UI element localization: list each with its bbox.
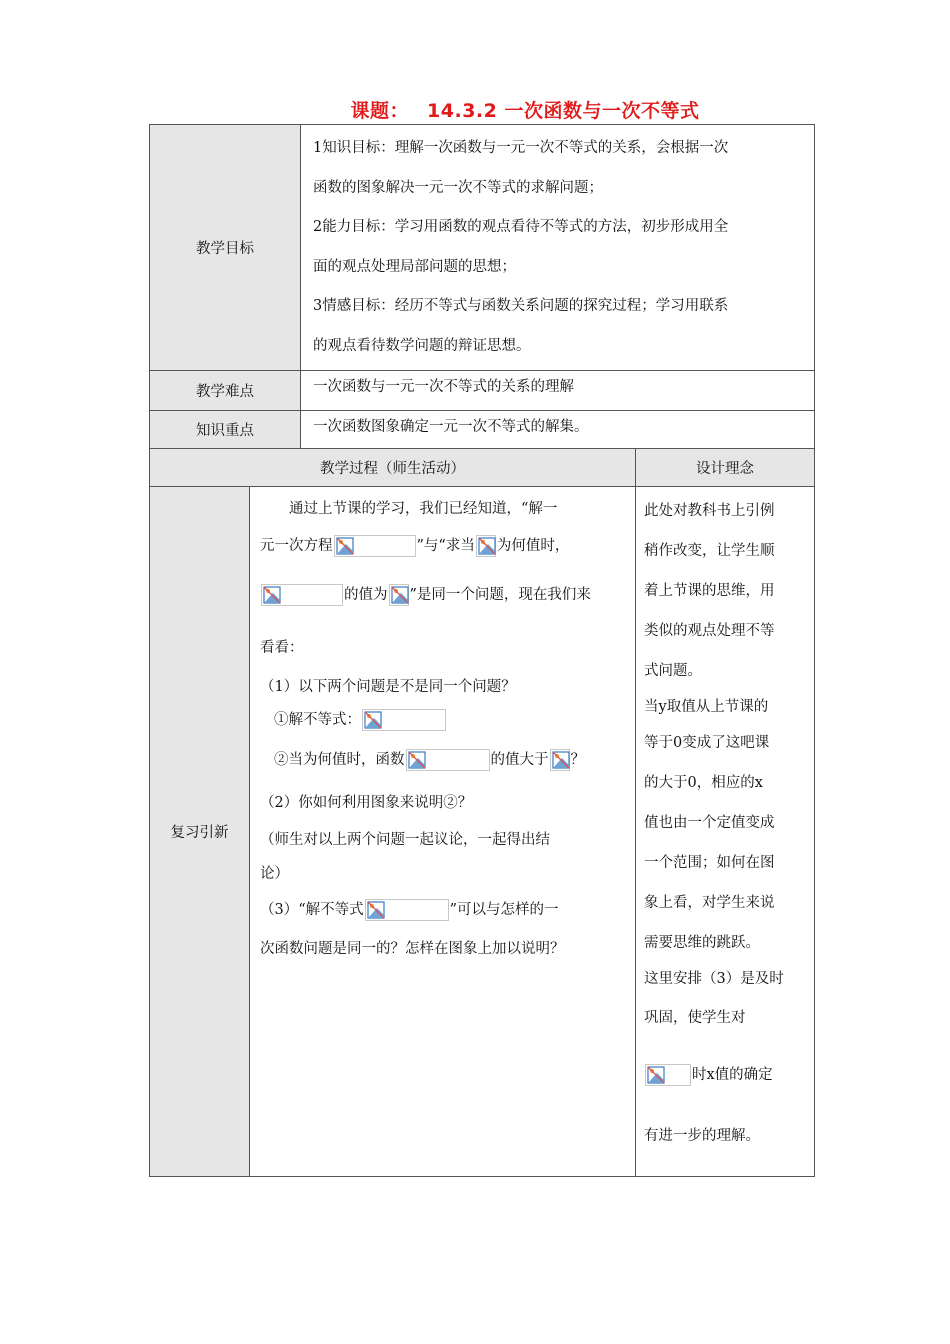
goals-row (150, 125, 815, 371)
review-content (250, 487, 636, 1177)
process-activity-header: 教学过程（师生活动） (150, 449, 636, 487)
question-2-note: （师生对以上两个问题一起议论，一起得出结 (260, 832, 550, 848)
broken-image-icon (261, 584, 343, 606)
review-line: 的值为 ”是同一个问题，现在我们来 (260, 565, 629, 625)
design-line: 这里安排（3）是及时 (644, 971, 784, 987)
question-2: （2）你如何利用图象来说明②？ (260, 795, 473, 811)
key-point-label: 知识重点 (150, 411, 301, 449)
design-line: 的大于0，相应的x (644, 775, 763, 791)
goal-line: 面的观点处理局部问题的思想； (313, 258, 516, 275)
broken-image-icon (406, 749, 490, 771)
broken-image-icon (334, 535, 416, 557)
design-line: 一个范围；如何在图 (644, 855, 775, 871)
question-3: 次函数问题是同一的？怎样在图象上加以说明？ (260, 941, 565, 957)
question-1b: ②当为何值时，函数 的值大于 ？ (260, 737, 629, 783)
design-line: 时x值的确定 (644, 1041, 806, 1109)
design-line: 等于0变成了这吧课 (644, 735, 770, 751)
difficulty-row (150, 371, 815, 411)
design-line: 需要思维的跳跃。 (644, 935, 760, 951)
goals-content (301, 125, 815, 371)
goal-line: 1知识目标：理解一次函数与一元一次不等式的关系，会根据一次 (313, 140, 729, 156)
broken-image-icon (476, 535, 496, 557)
review-line: 通过上节课的学习，我们已经知道，“解一 (289, 501, 558, 517)
review-line: 看看： (260, 640, 304, 656)
goal-line: 2能力目标：学习用函数的观点看待不等式的方法，初步形成用全 (313, 219, 729, 235)
broken-image-icon (645, 1064, 691, 1086)
broken-image-icon (362, 709, 446, 731)
design-line: 类似的观点处理不等 (644, 623, 775, 639)
design-line: 此处对教科书上引例 (644, 503, 775, 519)
question-3: （3）“解不等式 ”可以与怎样的一 (260, 891, 629, 929)
design-line: 着上节课的思维，用 (644, 583, 775, 599)
broken-image-icon (550, 749, 570, 771)
lesson-title-text: 14.3.2 一次函数与一次不等式 (427, 100, 700, 122)
design-line: 当y取值从上节课的 (644, 699, 769, 715)
broken-image-icon (365, 899, 449, 921)
design-line: 有进一步的理解。 (644, 1128, 760, 1144)
process-design-header: 设计理念 (636, 449, 815, 487)
question-1: （1）以下两个问题是不是同一个问题？ (260, 679, 516, 695)
goal-line: 函数的图象解决一元一次不等式的求解问题； (313, 179, 603, 196)
design-line: 稍作改变，让学生顺 (644, 543, 775, 559)
design-line: 值也由一个定值变成 (644, 815, 775, 831)
key-point-text: 一次函数图象确定一元一次不等式的解集。 (313, 419, 589, 435)
difficulty-label: 教学难点 (150, 371, 301, 411)
question-2-note: 论） (260, 866, 289, 882)
design-content (636, 487, 815, 1177)
goal-line: 的观点看待数学问题的辩证思想。 (313, 337, 531, 354)
review-row (150, 487, 815, 1177)
review-line: 元一次方程 ”与“求当 为何值时， (260, 527, 629, 565)
process-header-row (150, 449, 815, 487)
question-1a: ①解不等式： (260, 703, 629, 737)
difficulty-text: 一次函数与一元一次不等式的关系的理解 (313, 379, 574, 395)
lesson-title-prefix: 课题： (350, 100, 410, 122)
goal-line: 3情感目标：经历不等式与函数关系问题的探究过程；学习用联系 (313, 298, 729, 314)
design-line: 象上看，对学生来说 (644, 895, 775, 911)
design-line: 巩固，使学生对 (644, 1010, 746, 1026)
goals-label: 教学目标 (150, 125, 301, 371)
lesson-title (0, 96, 950, 123)
lesson-plan-table (149, 124, 815, 1177)
key-point-row (150, 411, 815, 449)
design-line: 式问题。 (644, 663, 702, 679)
review-label: 复习引新 (150, 487, 250, 1177)
broken-image-icon (389, 584, 409, 606)
